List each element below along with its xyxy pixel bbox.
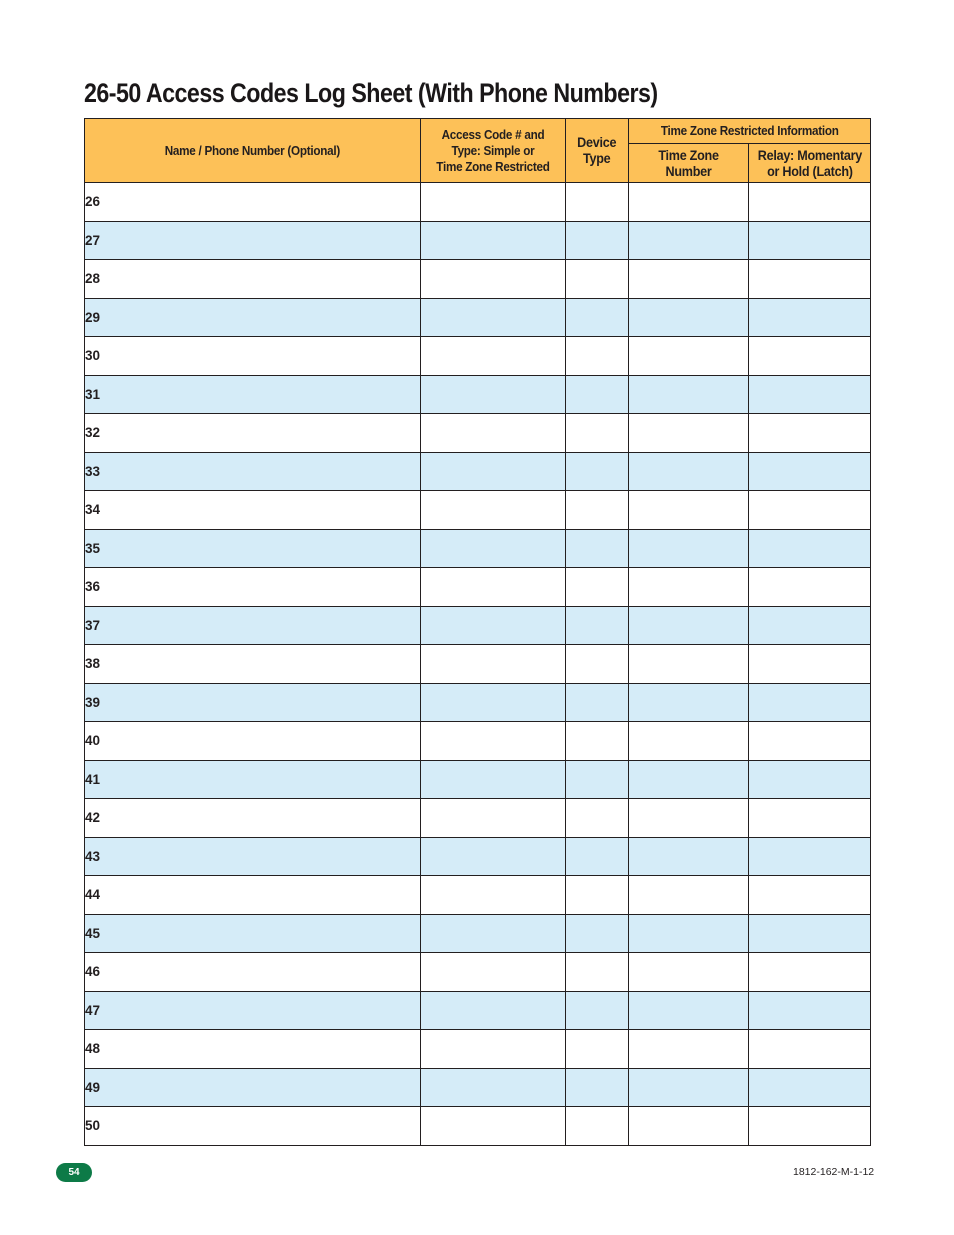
row-number-cell: 29 xyxy=(85,298,421,337)
row-number-cell: 32 xyxy=(85,414,421,453)
device-type-cell[interactable] xyxy=(566,991,629,1030)
row-number-cell: 33 xyxy=(85,452,421,491)
time-zone-number-cell[interactable] xyxy=(629,914,749,953)
device-type-cell[interactable] xyxy=(566,414,629,453)
access-code-cell[interactable] xyxy=(421,1068,566,1107)
time-zone-number-cell[interactable] xyxy=(629,337,749,376)
access-code-cell[interactable] xyxy=(421,1107,566,1146)
table-row xyxy=(85,876,871,915)
table-row xyxy=(85,914,871,953)
row-number-cell: 41 xyxy=(85,760,421,799)
table-row xyxy=(85,491,871,530)
row-number-cell: 35 xyxy=(85,529,421,568)
device-type-cell[interactable] xyxy=(566,529,629,568)
device-type-cell[interactable] xyxy=(566,221,629,260)
device-type-cell[interactable] xyxy=(566,799,629,838)
row-number-cell: 48 xyxy=(85,1030,421,1069)
table-row xyxy=(85,529,871,568)
header-name-phone: Name / Phone Number (Optional) xyxy=(85,119,421,183)
device-type-cell[interactable] xyxy=(566,606,629,645)
access-code-cell[interactable] xyxy=(421,183,566,222)
row-number-cell: 36 xyxy=(85,568,421,607)
row-number-cell: 31 xyxy=(85,375,421,414)
table-row xyxy=(85,722,871,761)
table-row xyxy=(85,183,871,222)
relay-cell[interactable] xyxy=(749,799,871,838)
relay-cell[interactable] xyxy=(749,183,871,222)
access-codes-log-table xyxy=(84,118,871,1146)
time-zone-number-cell[interactable] xyxy=(629,1107,749,1146)
table-row xyxy=(85,1107,871,1146)
row-number-cell: 45 xyxy=(85,914,421,953)
table-row xyxy=(85,298,871,337)
relay-cell[interactable] xyxy=(749,953,871,992)
device-type-cell[interactable] xyxy=(566,1068,629,1107)
access-code-cell[interactable] xyxy=(421,1030,566,1069)
row-number-cell: 26 xyxy=(85,183,421,222)
table-row xyxy=(85,1068,871,1107)
device-type-cell[interactable] xyxy=(566,760,629,799)
access-code-cell[interactable] xyxy=(421,529,566,568)
device-type-cell[interactable] xyxy=(566,568,629,607)
device-type-cell[interactable] xyxy=(566,1107,629,1146)
access-code-cell[interactable] xyxy=(421,491,566,530)
device-type-cell[interactable] xyxy=(566,683,629,722)
access-code-cell[interactable] xyxy=(421,991,566,1030)
relay-cell[interactable] xyxy=(749,452,871,491)
table-row xyxy=(85,683,871,722)
table-row xyxy=(85,991,871,1030)
row-number-cell: 27 xyxy=(85,221,421,260)
table-row xyxy=(85,1030,871,1069)
access-code-cell[interactable] xyxy=(421,914,566,953)
device-type-cell[interactable] xyxy=(566,298,629,337)
access-code-cell[interactable] xyxy=(421,837,566,876)
time-zone-number-cell[interactable] xyxy=(629,529,749,568)
relay-cell[interactable] xyxy=(749,645,871,684)
device-type-cell[interactable] xyxy=(566,452,629,491)
time-zone-number-cell[interactable] xyxy=(629,491,749,530)
access-code-cell[interactable] xyxy=(421,953,566,992)
time-zone-number-cell[interactable] xyxy=(629,1068,749,1107)
relay-cell[interactable] xyxy=(749,221,871,260)
access-code-cell[interactable] xyxy=(421,606,566,645)
access-code-cell[interactable] xyxy=(421,452,566,491)
relay-cell[interactable] xyxy=(749,414,871,453)
table-row xyxy=(85,606,871,645)
row-number-cell: 38 xyxy=(85,645,421,684)
access-code-cell[interactable] xyxy=(421,760,566,799)
time-zone-number-cell[interactable] xyxy=(629,1030,749,1069)
table-row xyxy=(85,452,871,491)
relay-cell[interactable] xyxy=(749,1030,871,1069)
row-number-cell: 47 xyxy=(85,991,421,1030)
access-code-cell[interactable] xyxy=(421,337,566,376)
time-zone-number-cell[interactable] xyxy=(629,760,749,799)
relay-cell[interactable] xyxy=(749,876,871,915)
row-number-cell: 46 xyxy=(85,953,421,992)
relay-cell[interactable] xyxy=(749,1107,871,1146)
time-zone-number-cell[interactable] xyxy=(629,183,749,222)
row-number-cell: 43 xyxy=(85,837,421,876)
device-type-cell[interactable] xyxy=(566,914,629,953)
time-zone-number-cell[interactable] xyxy=(629,876,749,915)
device-type-cell[interactable] xyxy=(566,183,629,222)
access-code-cell[interactable] xyxy=(421,221,566,260)
relay-cell[interactable] xyxy=(749,1068,871,1107)
time-zone-number-cell[interactable] xyxy=(629,991,749,1030)
relay-cell[interactable] xyxy=(749,491,871,530)
access-code-cell[interactable] xyxy=(421,799,566,838)
document-code: 1812-162-M-1-12 xyxy=(793,1166,875,1178)
row-number-cell: 39 xyxy=(85,683,421,722)
table-row xyxy=(85,837,871,876)
row-number-cell: 37 xyxy=(85,606,421,645)
relay-cell[interactable] xyxy=(749,760,871,799)
page-number-badge: 54 xyxy=(56,1163,92,1182)
device-type-cell[interactable] xyxy=(566,722,629,761)
relay-cell[interactable] xyxy=(749,722,871,761)
table-row xyxy=(85,260,871,299)
access-code-cell[interactable] xyxy=(421,645,566,684)
device-type-cell[interactable] xyxy=(566,876,629,915)
page-title: 26-50 Access Codes Log Sheet (With Phone Numbers) xyxy=(84,78,658,108)
time-zone-number-cell[interactable] xyxy=(629,452,749,491)
time-zone-number-cell[interactable] xyxy=(629,799,749,838)
table-row xyxy=(85,568,871,607)
access-code-cell[interactable] xyxy=(421,568,566,607)
time-zone-number-cell[interactable] xyxy=(629,683,749,722)
table-row xyxy=(85,799,871,838)
relay-cell[interactable] xyxy=(749,837,871,876)
device-type-cell[interactable] xyxy=(566,645,629,684)
relay-cell[interactable] xyxy=(749,683,871,722)
time-zone-number-cell[interactable] xyxy=(629,722,749,761)
time-zone-number-cell[interactable] xyxy=(629,837,749,876)
relay-cell[interactable] xyxy=(749,260,871,299)
access-code-cell[interactable] xyxy=(421,298,566,337)
time-zone-number-cell[interactable] xyxy=(629,953,749,992)
header-time-zone-number: Time Zone Number xyxy=(629,144,749,183)
row-number-cell: 42 xyxy=(85,799,421,838)
table-row xyxy=(85,337,871,376)
relay-cell[interactable] xyxy=(749,298,871,337)
row-number-cell: 30 xyxy=(85,337,421,376)
device-type-cell[interactable] xyxy=(566,491,629,530)
access-code-cell[interactable] xyxy=(421,876,566,915)
row-number-cell: 28 xyxy=(85,260,421,299)
row-number-cell: 34 xyxy=(85,491,421,530)
relay-cell[interactable] xyxy=(749,991,871,1030)
relay-cell[interactable] xyxy=(749,914,871,953)
device-type-cell[interactable] xyxy=(566,953,629,992)
device-type-cell[interactable] xyxy=(566,375,629,414)
time-zone-number-cell[interactable] xyxy=(629,298,749,337)
row-number-cell: 50 xyxy=(85,1107,421,1146)
table-row xyxy=(85,645,871,684)
header-time-zone-group: Time Zone Restricted Information xyxy=(629,119,871,144)
header-device-type: Device Type xyxy=(566,119,629,183)
device-type-cell[interactable] xyxy=(566,1030,629,1069)
time-zone-number-cell[interactable] xyxy=(629,568,749,607)
access-code-cell[interactable] xyxy=(421,375,566,414)
header-access-code: Access Code # and Type: Simple or Time Zone Restricted xyxy=(421,119,566,183)
access-code-cell[interactable] xyxy=(421,722,566,761)
time-zone-number-cell[interactable] xyxy=(629,375,749,414)
access-code-cell[interactable] xyxy=(421,260,566,299)
access-code-cell[interactable] xyxy=(421,414,566,453)
row-number-cell: 44 xyxy=(85,876,421,915)
log-rows xyxy=(85,183,871,1146)
row-number-cell: 49 xyxy=(85,1068,421,1107)
access-code-cell[interactable] xyxy=(421,683,566,722)
relay-cell[interactable] xyxy=(749,568,871,607)
device-type-cell[interactable] xyxy=(566,837,629,876)
row-number-cell: 40 xyxy=(85,722,421,761)
table-row xyxy=(85,414,871,453)
header-relay: Relay: Momentary or Hold (Latch) xyxy=(749,144,871,183)
device-type-cell[interactable] xyxy=(566,337,629,376)
table-row xyxy=(85,760,871,799)
table-row xyxy=(85,953,871,992)
time-zone-number-cell[interactable] xyxy=(629,260,749,299)
table-row xyxy=(85,221,871,260)
relay-cell[interactable] xyxy=(749,529,871,568)
device-type-cell[interactable] xyxy=(566,260,629,299)
relay-cell[interactable] xyxy=(749,375,871,414)
relay-cell[interactable] xyxy=(749,606,871,645)
time-zone-number-cell[interactable] xyxy=(629,221,749,260)
table-row xyxy=(85,375,871,414)
time-zone-number-cell[interactable] xyxy=(629,606,749,645)
relay-cell[interactable] xyxy=(749,337,871,376)
time-zone-number-cell[interactable] xyxy=(629,414,749,453)
time-zone-number-cell[interactable] xyxy=(629,645,749,684)
